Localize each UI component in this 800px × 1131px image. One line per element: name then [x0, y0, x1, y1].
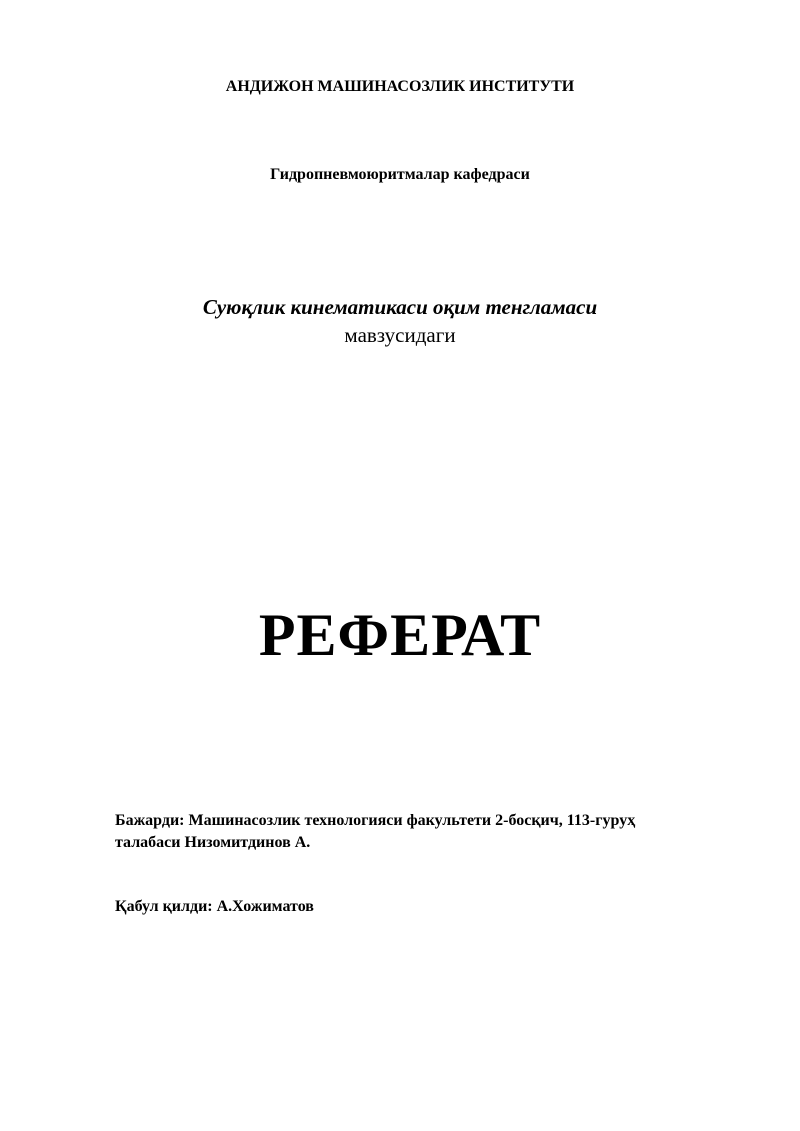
topic-block — [0, 293, 800, 349]
author-block — [115, 810, 755, 854]
reviewer-line: Қабул қилди: А.Хожиматов — [115, 898, 314, 915]
reviewer-block — [115, 896, 755, 918]
topic-title: Суюқлик кинематикаси оқим тенгламаси — [202, 295, 598, 319]
author-line-2: талабаси Низомитдинов А. — [115, 834, 311, 851]
topic-subtitle: мавзусидаги — [344, 323, 456, 347]
author-line-1: Бажарди: Машинасозлик технологияси факультети 2-босқич, 113-гуруҳ — [115, 812, 636, 829]
institute-name: АНДИЖОН МАШИНАСОЗЛИК ИНСТИТУТИ — [225, 78, 575, 95]
department-name: Гидропневмоюритмалар кафедраси — [270, 166, 530, 183]
document-type-heading: РЕФЕРАТ — [258, 602, 542, 668]
